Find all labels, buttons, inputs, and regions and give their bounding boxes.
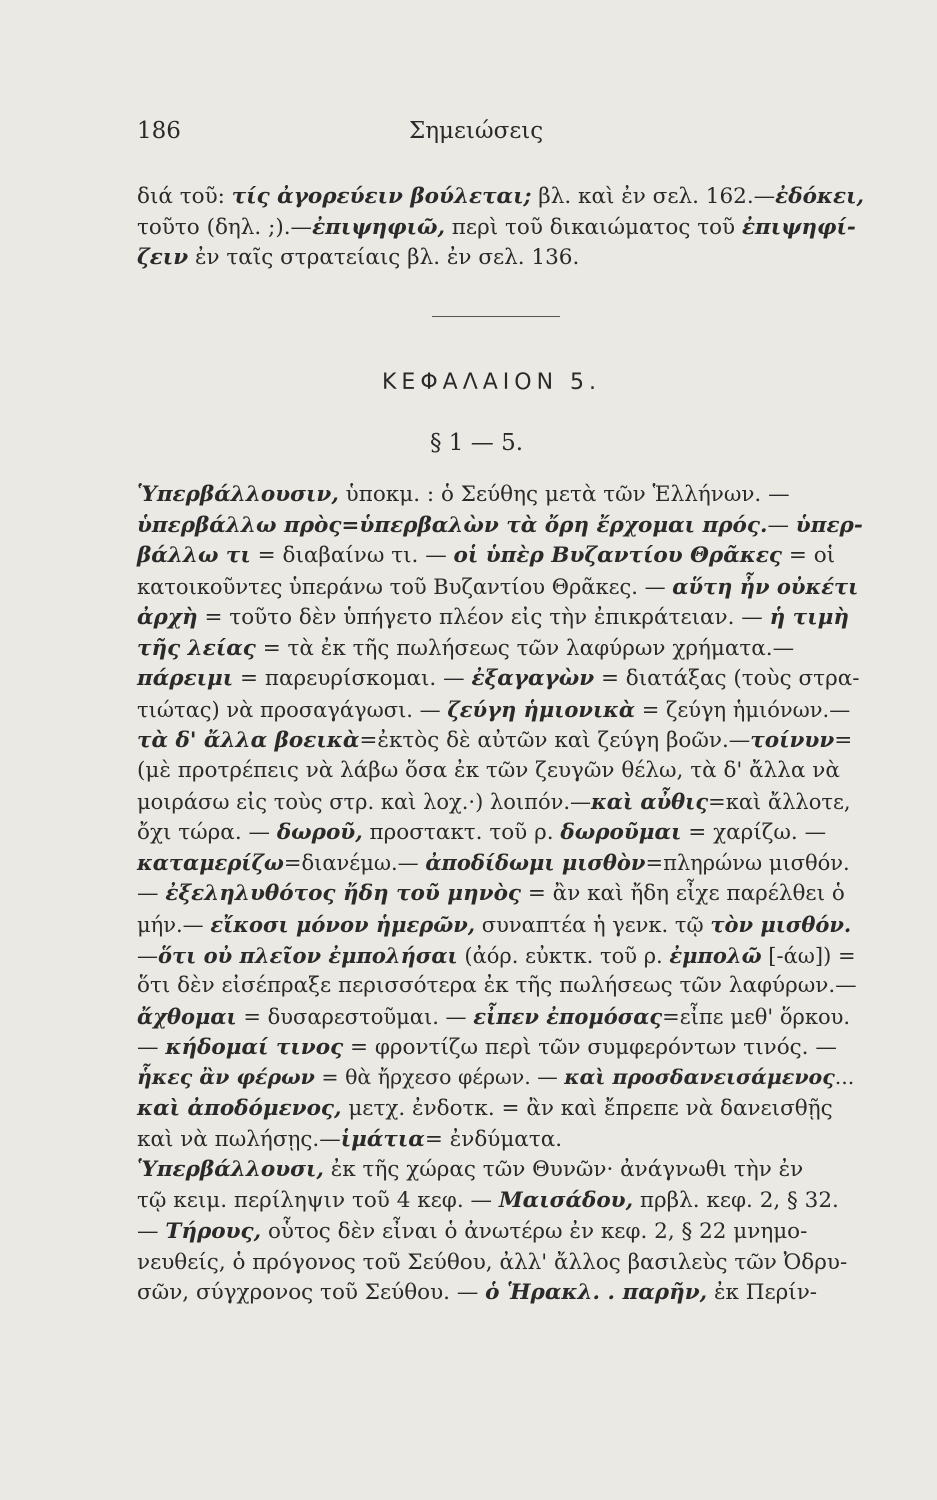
lemma: καὶ ἀποδόμενος, bbox=[137, 1096, 342, 1121]
text-line bbox=[137, 883, 865, 905]
lemma: τὰ δ' ἄλλα βοεικὰ bbox=[137, 727, 360, 753]
gloss: =πληρώνω μισθόν. bbox=[645, 851, 850, 876]
lemma: ἐξαγαγὼν bbox=[471, 666, 595, 692]
text-line bbox=[137, 1282, 865, 1304]
gloss: [-άω]) = bbox=[761, 943, 856, 968]
text-line bbox=[137, 1249, 865, 1275]
text-line bbox=[137, 545, 865, 567]
gloss: μοιράσω εἰς τοὺς στρ. καὶ λοχ.·) λοιπόν.— bbox=[137, 790, 592, 814]
text-line bbox=[137, 484, 865, 506]
gloss: = θὰ ἤρχεσο φέρων. — bbox=[314, 1065, 565, 1090]
running-head bbox=[137, 118, 837, 154]
lemma: οἱ ὑπὲρ Βυζαντίου Θρᾶκες bbox=[453, 543, 783, 569]
gloss: νευθείς, ὁ πρόγονος τοῦ Σεύθου, ἀλλ' ἄλλος βασιλεὺς τῶν Ὀδρυ- bbox=[137, 1249, 848, 1275]
gloss: — bbox=[767, 512, 796, 538]
lemma: δωροῦ, bbox=[276, 819, 363, 845]
gloss: μετχ. ἐνδοτκ. = ἂν καὶ ἔπρεπε νὰ δανεισθῇς bbox=[341, 1096, 833, 1121]
lemma: ἡ τιμὴ bbox=[769, 604, 849, 630]
gloss: πρβλ. κεφ. 2, § 32. bbox=[633, 1188, 839, 1214]
gloss: = bbox=[834, 727, 853, 753]
gloss: καὶ νὰ πωλήσῃς.— bbox=[137, 1126, 341, 1152]
gloss: =ἐκτὸς δὲ αὐτῶν καὶ ζεύγη βοῶν.— bbox=[359, 727, 751, 753]
text-line bbox=[137, 1034, 865, 1060]
text-line bbox=[137, 214, 865, 240]
gloss: ἐκ τῆς χώρας τῶν Θυνῶν· ἀνάγνωθι τὴν ἐν bbox=[323, 1157, 804, 1183]
text-line bbox=[137, 186, 865, 208]
lemma: τῆς λείας bbox=[137, 635, 256, 661]
lemma: ὁ Ἡρακλ. . παρῆν, bbox=[485, 1280, 708, 1306]
lemma: ἀρχὴ bbox=[137, 604, 198, 630]
lemma: Τήρους, bbox=[165, 1218, 262, 1244]
lemma: καταμερίζω bbox=[137, 850, 284, 876]
lemma: ὑπερβάλλω πρὸς=ὑπερβαλὼν τὰ ὄρη ἔρχομαι πρός. bbox=[137, 512, 768, 538]
gloss: = ἐνδύματα. bbox=[424, 1126, 563, 1152]
text-line bbox=[137, 911, 865, 937]
lemma: ἧκες ἂν φέρων bbox=[137, 1065, 315, 1090]
lemma: ἱμάτια bbox=[340, 1126, 425, 1152]
gloss: μήν.— bbox=[137, 912, 211, 937]
gloss: (μὲ προτρέπεις νὰ λάβω ὅσα ἐκ τῶν ζευγῶν θέλω, τὰ δ' ἄλλα νὰ bbox=[137, 758, 840, 784]
gloss: =καὶ ἄλλοτε, bbox=[708, 790, 851, 814]
lemma: ἐδόκει, bbox=[775, 184, 864, 209]
gloss: = ζεύγη ἡμιόνων.— bbox=[635, 697, 851, 722]
gloss: = δυσαρεστοῦμαι. — bbox=[236, 1004, 474, 1029]
text-line bbox=[137, 852, 865, 874]
gloss: = τὰ ἐκ τῆς πωλήσεως τῶν λαφύρων χρήματα.— bbox=[255, 635, 795, 661]
text-line bbox=[137, 1003, 865, 1029]
text-line bbox=[137, 1067, 865, 1088]
lemma: βάλλω τι bbox=[137, 543, 251, 569]
gloss: συναπτέα ἡ γενκ. τῷ bbox=[475, 912, 711, 937]
lemma: Μαισάδου, bbox=[498, 1188, 634, 1214]
lemma: καὶ προσδανεισάμενος bbox=[564, 1065, 835, 1090]
text-line bbox=[137, 819, 865, 845]
text-line bbox=[137, 668, 865, 690]
text-line bbox=[137, 576, 865, 598]
lemma: εἶπεν ἐπομόσας bbox=[473, 1003, 663, 1029]
lemma: Ὑπερβάλλουσιν, bbox=[137, 482, 339, 507]
text-line bbox=[137, 727, 865, 753]
text-line bbox=[137, 635, 865, 661]
gloss: =διανέμω.— bbox=[283, 851, 426, 876]
lemma: δωροῦμαι bbox=[560, 819, 682, 845]
lemma: ἐξεληλυθότος ἤδη τοῦ μηνὸς bbox=[165, 881, 521, 907]
lemma: ἐπιψηφί- bbox=[741, 214, 856, 240]
gloss: βλ. καὶ ἐν σελ. 162.— bbox=[531, 184, 776, 209]
text-line bbox=[137, 1126, 865, 1152]
text-line bbox=[137, 1218, 865, 1244]
gloss: τῷ κειμ. περίληψιν τοῦ 4 κεφ. — bbox=[137, 1188, 499, 1214]
gloss: =εἶπε μεθ' ὅρκου. bbox=[662, 1004, 851, 1029]
page-number: 186 bbox=[137, 118, 181, 144]
gloss: διά τοῦ: bbox=[137, 184, 232, 209]
gloss: οὗτος δὲν εἶναι ὁ ἀνωτέρω ἐν κεφ. 2, § 22 μνημο- bbox=[261, 1218, 808, 1244]
lemma: ὑπερ- bbox=[795, 512, 863, 538]
text-line bbox=[137, 512, 865, 538]
text-line bbox=[137, 760, 865, 782]
text-line bbox=[137, 247, 865, 269]
lemma: πάρειμι bbox=[137, 666, 234, 692]
chapter-heading: ΚΕΦΑΛΑΙΟΝ 5. bbox=[382, 370, 602, 395]
lemma: ἐπιψηφιῶ, bbox=[312, 214, 445, 240]
text-line bbox=[137, 1190, 865, 1212]
text-line bbox=[137, 975, 865, 997]
gloss: = τοῦτο δὲν ὑπήγετο πλέον εἰς τὴν ἐπικράτειαν. — bbox=[197, 604, 770, 630]
text-line bbox=[137, 791, 865, 813]
section-divider bbox=[432, 316, 560, 317]
text-line bbox=[137, 604, 865, 630]
gloss: — bbox=[137, 881, 166, 907]
gloss: ... bbox=[834, 1065, 855, 1090]
lemma: τοίνυν bbox=[750, 727, 835, 753]
lemma: τίς ἀγορεύειν βούλεται; bbox=[231, 184, 532, 209]
gloss: = διαβαίνω τι. — bbox=[250, 543, 454, 569]
lemma: αὕτη ἦν οὐκέτι bbox=[672, 574, 859, 600]
lemma: ζειν bbox=[137, 245, 189, 270]
lemma: εἴκοσι μόνον ἡμερῶν, bbox=[210, 911, 476, 937]
gloss: ἐν ταῖς στρατείαις βλ. ἐν σελ. 136. bbox=[188, 245, 580, 270]
gloss: — bbox=[137, 1034, 166, 1060]
gloss: κατοικοῦντες ὑπεράνω τοῦ Βυζαντίου Θρᾶκες. — bbox=[137, 575, 673, 600]
gloss: ὄχι τώρα. — bbox=[137, 819, 277, 845]
text-line bbox=[137, 1159, 865, 1181]
gloss: — bbox=[137, 1218, 166, 1244]
lemma: κήδομαί τινος bbox=[165, 1034, 344, 1060]
gloss: = ἂν καὶ ἤδη εἶχε παρέλθει ὁ bbox=[521, 881, 845, 907]
gloss: = φροντίζω περὶ τῶν συμφερόντων τινός. — bbox=[343, 1034, 837, 1060]
section-mark: § 1 — 5. bbox=[430, 430, 524, 456]
gloss: τοῦτο (δηλ. ;).— bbox=[137, 214, 313, 240]
gloss: = διατάξας (τοὺς στρα- bbox=[594, 666, 860, 692]
running-title: Σημειώσεις bbox=[409, 118, 544, 144]
gloss: ἐκ Περίν- bbox=[707, 1280, 818, 1306]
gloss: = οἱ bbox=[782, 543, 836, 569]
gloss: = χαρίζω. — bbox=[681, 819, 827, 845]
text-line bbox=[137, 1098, 865, 1120]
gloss: προστακτ. τοῦ ρ. bbox=[362, 819, 561, 845]
text-line bbox=[137, 696, 865, 722]
gloss: περὶ τοῦ δικαιώματος τοῦ bbox=[444, 214, 742, 240]
gloss: ὅτι δὲν εἰσέπραξε περισσότερα ἐκ τῆς πωλήσεως τῶν λαφύρων.— bbox=[137, 973, 857, 999]
lemma: ἐμπολῶ bbox=[669, 942, 762, 968]
gloss: (ἀόρ. εὐκτκ. τοῦ ρ. bbox=[457, 943, 670, 968]
lemma: τὸν μισθόν. bbox=[710, 911, 852, 937]
gloss: — bbox=[137, 943, 158, 968]
text-line bbox=[137, 942, 865, 968]
gloss: ὑποκμ. : ὁ Σεύθης μετὰ τῶν Ἑλλήνων. — bbox=[338, 482, 790, 507]
lemma: καὶ αὖθις bbox=[591, 789, 709, 814]
lemma: ἀποδίδωμι μισθὸν bbox=[425, 850, 646, 876]
gloss: τιώτας) νὰ προσαγάγωσι. — bbox=[137, 697, 448, 722]
lemma: Ὑπερβάλλουσι, bbox=[137, 1157, 324, 1183]
lemma: ἄχθομαι bbox=[137, 1003, 237, 1029]
lemma: ὅτι οὐ πλεῖον ἐμπολήσαι bbox=[158, 942, 458, 968]
lemma: ζεύγη ἡμιονικὰ bbox=[447, 696, 636, 722]
gloss: = παρευρίσκομαι. — bbox=[233, 666, 472, 692]
gloss: σῶν, σύγχρονος τοῦ Σεύθου. — bbox=[137, 1280, 486, 1306]
